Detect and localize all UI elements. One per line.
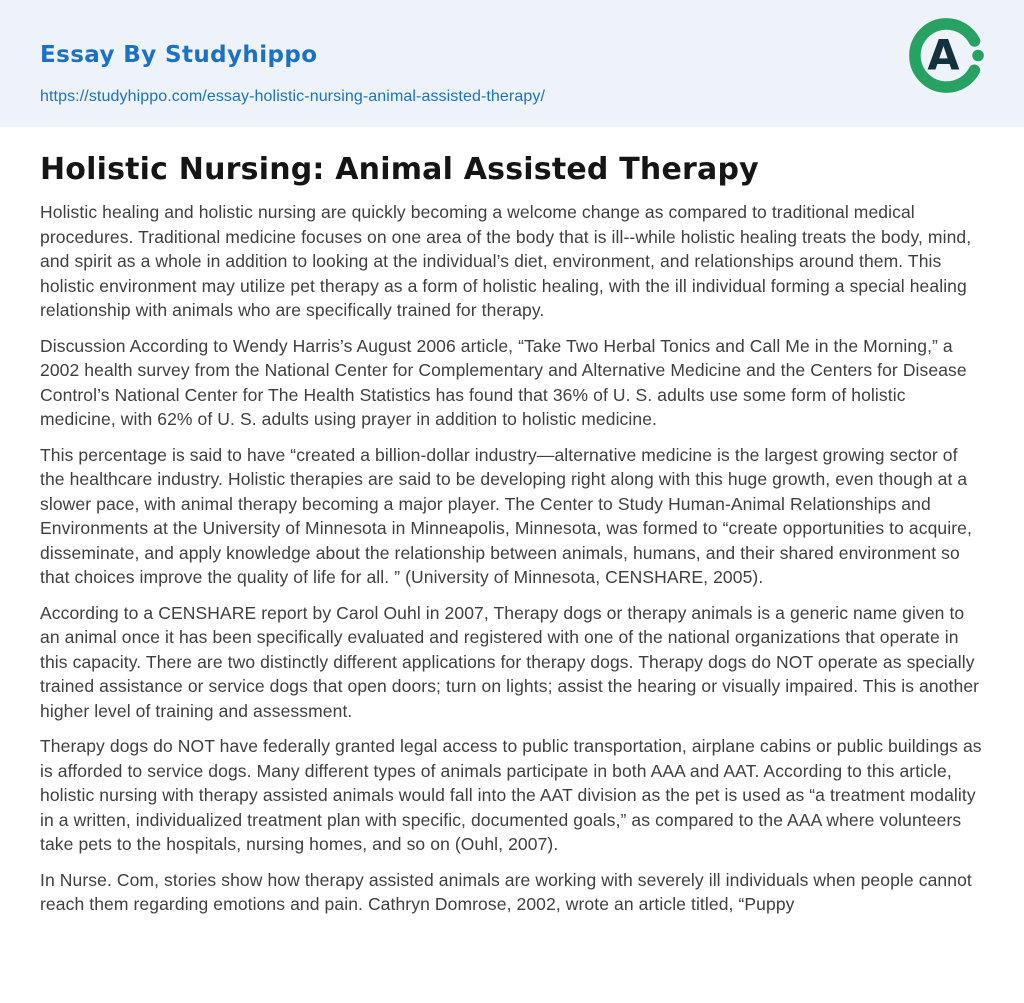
article-paragraph: This percentage is said to have “created a billion-dollar industry—alternative medicine is the largest growing sector of the healthcare industry. Holistic therapies are said to be developing right along with this huge growth, even though at a slower pace, with animal therapy becoming a major player. The Center to Study Human-Animal Relationships and Environments at the University of Minnesota in Minneapolis, Minnesota, was formed to “create opportunities to acquire, disseminate, and apply knowledge about the relationship between animals, humans, and their shared environment so that choices improve the quality of life for all. ” (University of Minnesota, CENSHARE, 2005).: [40, 444, 972, 587]
page-title: Holistic Nursing: Animal Assisted Therapy: [40, 152, 759, 187]
article-url-link[interactable]: https://studyhippo.com/essay-holistic-nursing-animal-assisted-therapy/: [40, 88, 545, 105]
article-content: [0, 127, 1024, 917]
article-paragraph: Therapy dogs do NOT have federally granted legal access to public transportation, airplane cabins or public buildings as is afforded to service dogs. Many different types of animals participate in both AAA and AAT. According to this article, holistic nursing with therapy assisted animals would fall into the AAT division as the pet is used as “a treatment modality in a written, individualized treatment plan with specific, documented goals,” as compared to the AAA where volunteers take pets to the hospitals, nursing homes, and so on (Ouhl, 2007).: [40, 736, 982, 854]
site-title: Essay By Studyhippo: [40, 42, 318, 68]
site-header: [0, 0, 1024, 127]
article-body: [40, 200, 984, 917]
article-paragraph: According to a CENSHARE report by Carol Ouhl in 2007, Therapy dogs or therapy animals is a generic name given to an animal once it has been specifically evaluated and registered with one of the national organizations that operate in this capacity. There are two distinctly different applications for therapy dogs. Therapy dogs do NOT operate as specially trained assistance or service dogs that open doors; turn on lights; assist the hearing or visually impaired. This is another higher level of training and assessment.: [40, 602, 980, 721]
article-paragraph: Discussion According to Wendy Harris’s August 2006 article, “Take Two Herbal Tonics and Call Me in the Morning,” a 2002 health survey from the National Center for Complementary and Alternative Medicine and the Centers for Disease Control’s National Center for The Health Statistics has found that 36% of U. S. adults use some form of holistic medicine, with 62% of U. S. adults using prayer in addition to holistic medicine.: [40, 335, 967, 429]
article-paragraph: Holistic healing and holistic nursing are quickly becoming a welcome change as compared to traditional medical procedures. Traditional medicine focuses on one area of the body that is ill--while holistic healing treats the body, mind, and spirit as a whole in addition to looking at the individual’s diet, environment, and relationships around them. This holistic environment may utilize pet therapy as a form of holistic healing, with the ill individual forming a special healing relationship with animals who are specifically trained for therapy.: [40, 202, 972, 320]
logo-ring-icon: [908, 17, 985, 94]
studyhippo-logo[interactable]: [908, 17, 985, 94]
article-paragraph: In Nurse. Com, stories show how therapy assisted animals are working with severely ill individuals when people cannot reach them regarding emotions and pain. Cathryn Domrose, 2002, wrote an article titled, “Puppy: [40, 869, 972, 914]
logo-letter: A: [927, 30, 960, 80]
